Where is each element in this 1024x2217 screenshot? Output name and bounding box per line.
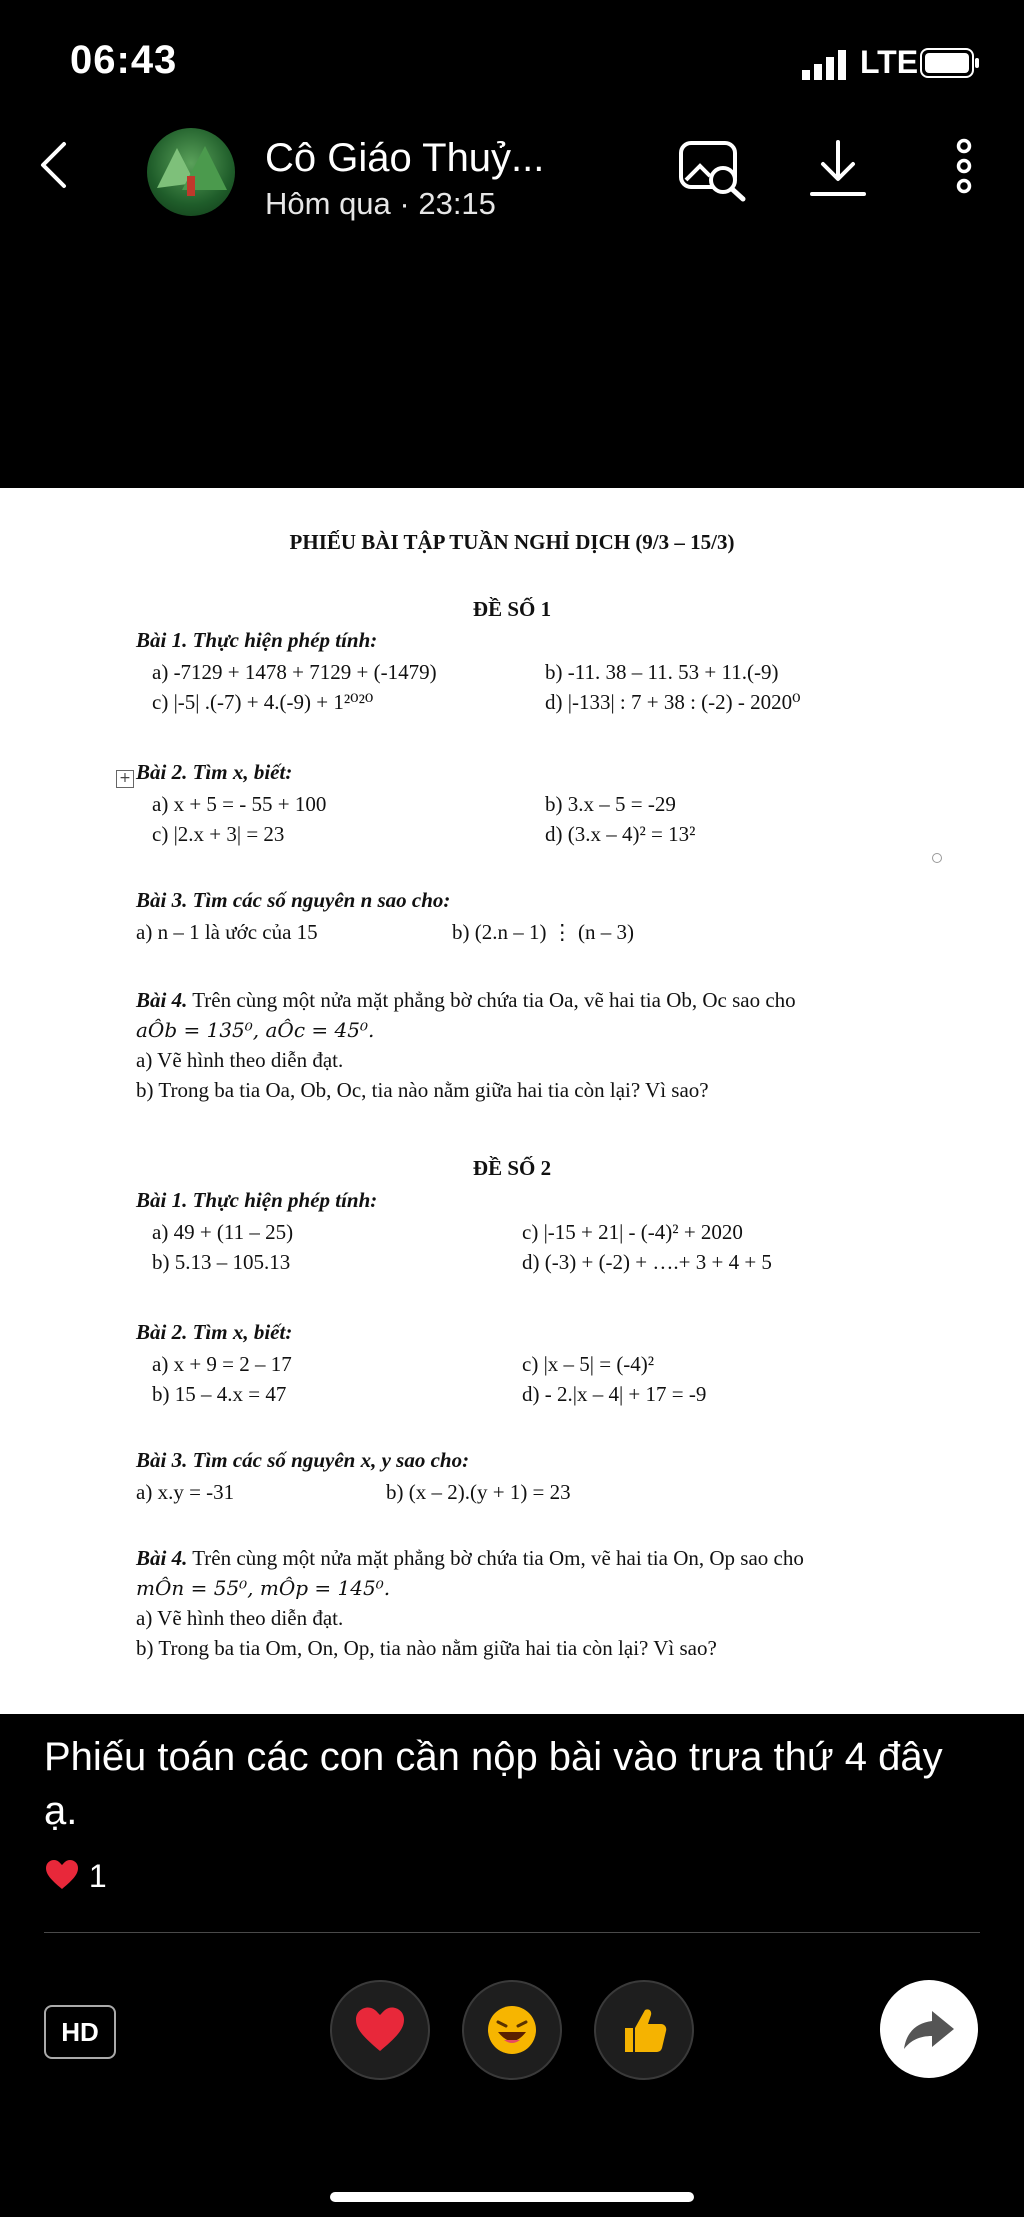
react-heart-button[interactable] [330,1980,430,2080]
react-like-button[interactable] [594,1980,694,2080]
de2-bai2-a: a) x + 9 = 2 – 17 [152,1352,292,1376]
de1-bai2-d: d) (3.x – 4)² = 13² [545,822,696,846]
de2-bai3-b: b) (x – 2).(y + 1) = 23 [386,1480,571,1504]
de2-bai4-text: Trên cùng một nửa mặt phẳng bờ chứa tia Om, vẽ hai tia On, Op sao cho [187,1546,804,1570]
battery-icon [920,48,980,78]
home-indicator [330,2192,694,2202]
de2-bai3-title: Bài 3. Tìm các số nguyên x, y sao cho: [136,1448,470,1472]
de1-bai4-b: b) Trong ba tia Oa, Ob, Oc, tia nào nằm giữa hai tia còn lại? Vì sao? [136,1078,709,1102]
reaction-summary[interactable] [44,1858,107,1895]
contact-name[interactable]: Cô Giáo Thuỷ... [265,136,545,180]
worksheet-title: PHIẾU BÀI TẬP TUẦN NGHỈ DỊCH (9/3 – 15/3) [289,530,735,554]
de1-bai3-a: a) n – 1 là ước của 15 [136,920,318,944]
small-circle-mark [932,853,942,863]
de1-bai1-b: b) -11. 38 – 11. 53 + 11.(-9) [545,660,779,684]
worksheet-image[interactable] [0,488,1024,1714]
download-icon[interactable] [808,138,868,200]
reaction-count: 1 [88,1858,107,1894]
table-handle-icon: + [116,770,134,788]
de1-bai2-title: Bài 2. Tìm x, biết: [136,760,293,784]
de1-bai1-title: Bài 1. Thực hiện phép tính: [136,628,378,652]
de2-bai3-a: a) x.y = -31 [136,1480,235,1504]
heart-icon [353,2006,407,2054]
message-timestamp: Hôm qua · 23:15 [265,186,496,221]
de1-bai4-text: Trên cùng một nửa mặt phẳng bờ chứa tia Oa, vẽ hai tia Ob, Oc sao cho [187,988,796,1012]
de2-bai1-a: a) 49 + (11 – 25) [152,1220,294,1244]
de2-bai1-d: d) (-3) + (-2) + ….+ 3 + 4 + 5 [522,1250,772,1274]
thumbs-up-icon [619,2004,669,2056]
share-button[interactable] [880,1980,978,2078]
divider [44,1932,980,1933]
de2-bai4-label: Bài 4. [136,1546,188,1570]
de2-bai1-title: Bài 1. Thực hiện phép tính: [136,1188,378,1212]
de1-bai3-title: Bài 3. Tìm các số nguyên n sao cho: [136,888,451,912]
more-options-icon[interactable] [954,138,974,194]
de2-bai2-title: Bài 2. Tìm x, biết: [136,1320,293,1344]
de1-bai1-d: d) |-133| : 7 + 38 : (-2) - 2020⁰ [545,690,801,714]
heart-icon [44,1859,80,1891]
de1-bai2-b: b) 3.x – 5 = -29 [545,792,676,816]
de1-bai2-c: c) |2.x + 3| = 23 [152,822,285,846]
status-time: 06:43 [70,38,178,82]
de2-bai4-angles: mÔn = 55⁰, mÔp = 145⁰. [136,1576,391,1600]
back-icon[interactable] [38,140,68,190]
de1-bai2-a: a) x + 5 = - 55 + 100 [152,792,327,816]
de2-bai4-statement [136,1546,804,1571]
laughing-face-icon [484,2002,540,2058]
image-search-icon[interactable] [678,140,748,202]
network-label: LTE [860,44,919,80]
de2-bai1-c: c) |-15 + 21| - (-4)² + 2020 [522,1220,743,1244]
de2-bai2-c: c) |x – 5| = (-4)² [522,1352,655,1376]
de2-bai1-b: b) 5.13 – 105.13 [152,1250,291,1274]
status-bar [0,0,1024,120]
de1-heading: ĐỀ SỐ 1 [472,597,552,621]
de1-bai4-a: a) Vẽ hình theo diễn đạt. [136,1048,344,1072]
de2-heading: ĐỀ SỐ 2 [472,1156,552,1180]
hd-toggle-button[interactable]: HD [44,2005,116,2059]
de1-bai1-c: c) |-5| .(-7) + 4.(-9) + 1²⁰²⁰ [152,690,374,714]
de1-bai4-angles: aÔb = 135⁰, aÔc = 45⁰. [136,1018,375,1042]
message-caption: Phiếu toán các con cần nộp bài vào trưa thứ 4 đây ạ. [44,1735,943,1833]
react-haha-button[interactable] [462,1980,562,2080]
de1-bai4-label: Bài 4. [136,988,188,1012]
de2-bai2-d: d) - 2.|x – 4| + 17 = -9 [522,1382,707,1406]
signal-icon [802,50,854,80]
de2-bai4-b: b) Trong ba tia Om, On, Op, tia nào nằm giữa hai tia còn lại? Vì sao? [136,1636,717,1660]
de2-bai2-b: b) 15 – 4.x = 47 [152,1382,287,1406]
de1-bai3-b: b) (2.n – 1) ⋮ (n – 3) [452,920,634,944]
avatar[interactable] [147,128,235,216]
share-arrow-icon [902,2007,956,2051]
de1-bai4-statement [136,988,796,1013]
de2-bai4-a: a) Vẽ hình theo diễn đạt. [136,1606,344,1630]
de1-bai1-a: a) -7129 + 1478 + 7129 + (-1479) [152,660,437,684]
